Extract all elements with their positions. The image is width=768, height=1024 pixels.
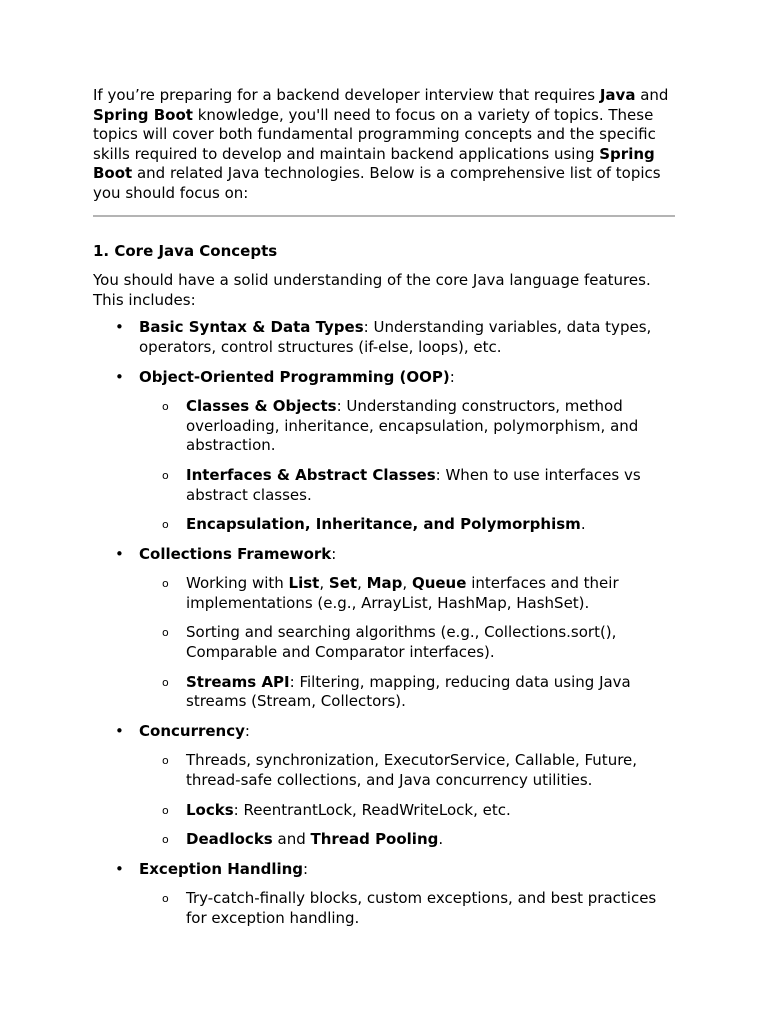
intro-text: If you’re preparing for a backend developer interview that requires — [93, 86, 600, 104]
bold-term: Queue — [411, 574, 467, 593]
item-title: Object-Oriented Programming (OOP) — [139, 367, 450, 386]
list-item — [93, 368, 677, 535]
bold-term: Deadlocks — [186, 830, 273, 849]
sub-bullet-icon: o — [162, 833, 169, 847]
sub-item-text: : Filtering, mapping, reducing data using Java streams (Stream, Collectors). — [186, 672, 631, 711]
intro-bold-java: Java — [599, 86, 636, 104]
separator: , — [402, 574, 412, 593]
sub-list-item — [139, 397, 677, 456]
separator: , — [319, 574, 329, 593]
intro-paragraph — [93, 86, 677, 204]
item-text: : — [303, 859, 309, 878]
bold-term: Map — [366, 574, 403, 593]
sub-item-text: : When to use interfaces vs abstract classes. — [186, 465, 641, 504]
intro-bold-spring-boot: Spring Boot — [93, 105, 193, 124]
sub-list-item — [139, 889, 677, 928]
intro-text: and related Java technologies. Below is a comprehensive list of topics you should focus on: — [93, 164, 661, 202]
separator: , — [357, 574, 367, 593]
list-item — [93, 722, 677, 850]
section-lead: You should have a solid understanding of the core Java language features. This includes: — [93, 271, 651, 309]
bullet-icon: • — [115, 721, 124, 740]
list-item — [93, 545, 677, 712]
sub-item-text: . — [438, 830, 444, 849]
bold-term: Thread Pooling — [310, 830, 439, 849]
sub-item-text: Threads, synchronization, ExecutorService, Callable, Future, thread-safe collections, and Java concurrency utilities. — [186, 751, 638, 790]
topic-list — [93, 318, 677, 928]
sub-item-text: Sorting and searching algorithms (e.g., Collections.sort(), Comparable and Comparator interfaces). — [186, 623, 617, 662]
intro-text: and — [635, 86, 669, 104]
item-text: : — [449, 367, 455, 386]
bullet-icon: • — [115, 318, 124, 337]
sub-bullet-icon: o — [162, 400, 169, 414]
intro-text: knowledge, you'll need to focus on a variety of topics. These topics will cover both fundamental programming concepts and the specific skills required to develop and maintain backend applications using — [93, 105, 656, 163]
sub-bullet-icon: o — [162, 518, 169, 532]
bold-term: Set — [328, 574, 358, 593]
sub-list — [139, 397, 677, 535]
sub-item-text: Working with — [186, 574, 289, 593]
item-text: : Understanding variables, data types, operators, control structures (if-else, loops), etc. — [139, 318, 652, 356]
sub-item-title: Classes & Objects — [186, 397, 337, 416]
sub-item-title: Encapsulation, Inheritance, and Polymorphism — [186, 515, 581, 534]
list-item — [93, 860, 677, 929]
list-item — [93, 318, 677, 357]
sub-list-item — [139, 673, 677, 712]
item-title: Collections Framework — [139, 544, 332, 563]
item-title: Concurrency — [139, 721, 245, 740]
sub-item-text: interfaces and their implementations (e.g., ArrayList, HashMap, HashSet). — [186, 574, 619, 612]
sub-bullet-icon: o — [162, 803, 169, 817]
sub-list — [139, 751, 677, 849]
sub-list-item — [139, 830, 677, 850]
sub-item-text: and — [272, 830, 311, 849]
bullet-icon: • — [115, 544, 124, 563]
item-title: Basic Syntax & Data Types — [139, 318, 364, 337]
sub-list-item — [139, 515, 677, 535]
sub-list-item — [139, 574, 677, 613]
sub-bullet-icon: o — [162, 626, 169, 640]
sub-item-text: Try-catch-finally blocks, custom exceptions, and best practices for exception handling. — [186, 889, 657, 927]
sub-item-title: Streams API — [186, 672, 290, 691]
sub-item-text: : Understanding constructors, method overloading, inheritance, encapsulation, polymorphism, and abstraction. — [186, 397, 639, 455]
sub-list-item — [139, 623, 677, 662]
bullet-icon: • — [115, 859, 124, 878]
sub-list-item — [139, 751, 677, 790]
item-text: : — [244, 721, 250, 740]
sub-list — [139, 574, 677, 712]
horizontal-rule — [93, 215, 675, 217]
bold-term: List — [288, 574, 320, 593]
sub-list-item — [139, 801, 677, 821]
sub-bullet-icon: o — [162, 892, 169, 906]
sub-bullet-icon: o — [162, 577, 169, 591]
sub-list — [139, 889, 677, 928]
sub-item-title: Interfaces & Abstract Classes — [186, 465, 436, 484]
item-text: : — [331, 544, 337, 563]
sub-item-title: Locks — [186, 800, 234, 819]
sub-bullet-icon: o — [162, 675, 169, 689]
sub-bullet-icon: o — [162, 468, 169, 482]
sub-item-text: . — [580, 515, 586, 534]
sub-bullet-icon: o — [162, 754, 169, 768]
document-content — [93, 86, 677, 939]
sub-list-item — [139, 466, 677, 505]
sub-item-text: : ReentrantLock, ReadWriteLock, etc. — [233, 800, 511, 819]
item-title: Exception Handling — [139, 859, 304, 878]
section-heading: 1. Core Java Concepts — [93, 241, 278, 260]
bullet-icon: • — [115, 367, 124, 386]
intro-bold-spring-boot: Spring Boot — [93, 144, 655, 183]
